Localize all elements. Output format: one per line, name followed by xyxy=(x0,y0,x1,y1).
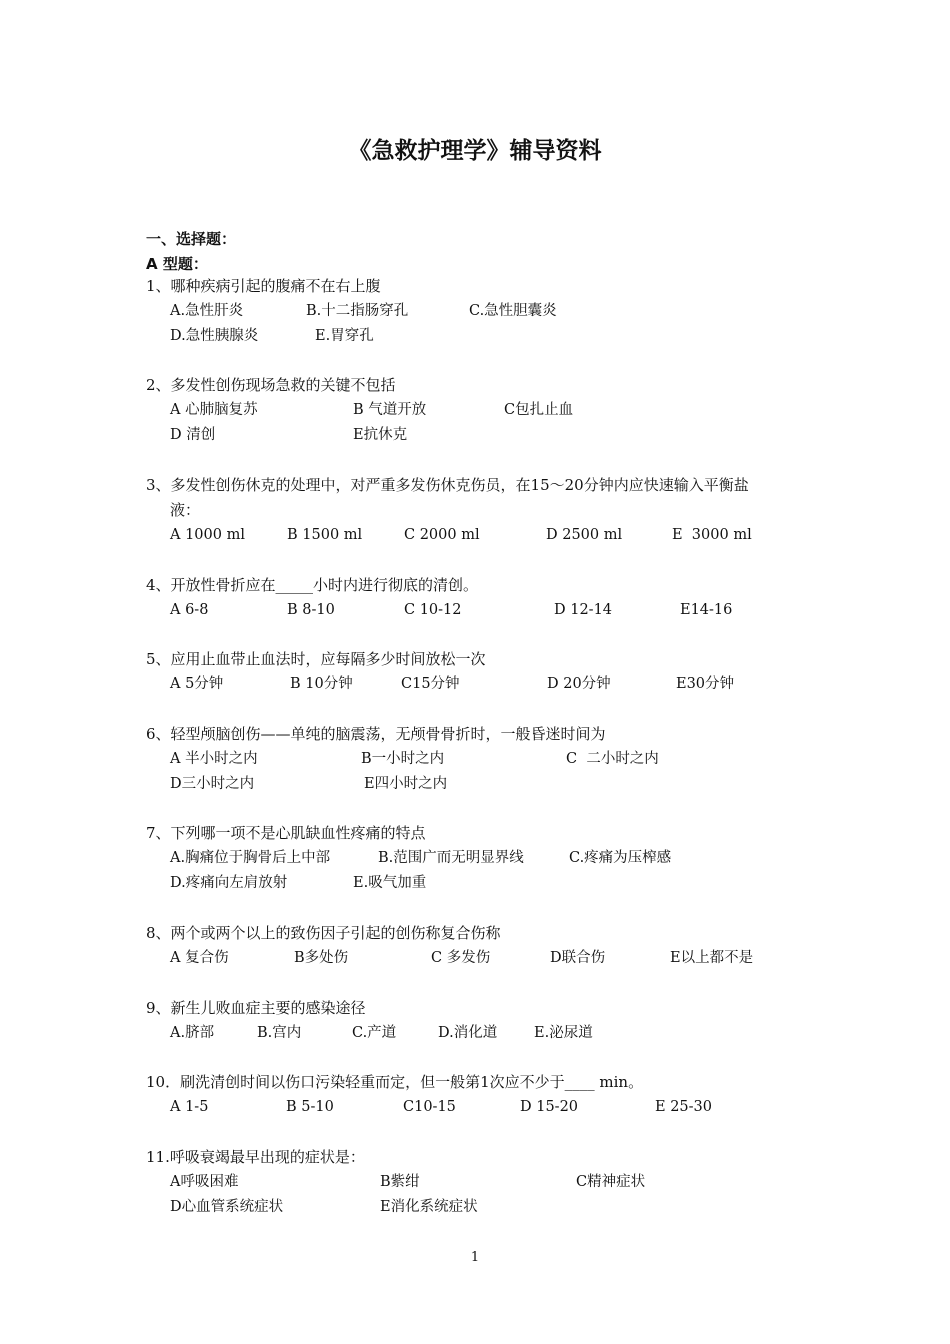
option-a: A 5分钟 xyxy=(170,676,224,692)
option-a: A呼吸困难 xyxy=(170,1174,239,1190)
question-stem: 6、轻型颅脑创伤——单纯的脑震荡，无颅骨骨折时，一般昏迷时间为 xyxy=(146,725,606,743)
option-b: B 气道开放 xyxy=(353,402,427,418)
option-c: C.产道 xyxy=(352,1025,397,1041)
question-11 xyxy=(146,1145,826,1220)
option-d: D.疼痛向左肩放射 xyxy=(170,875,288,891)
option-e: E消化系统症状 xyxy=(380,1199,478,1215)
option-a: A 复合伤 xyxy=(170,950,229,966)
option-a: A.脐部 xyxy=(170,1025,215,1041)
question-7 xyxy=(146,821,826,896)
question-stem: 3、多发性创伤休克的处理中，对严重多发伤休克伤员，在15～20分钟内应快速输入平衡盐 xyxy=(146,476,749,494)
option-b: B紫绀 xyxy=(380,1174,420,1190)
option-e: E.胃穿孔 xyxy=(315,328,374,344)
option-d: D联合伤 xyxy=(550,950,606,966)
question-stem-continued: 液： xyxy=(170,501,201,519)
question-stem: 2、多发性创伤现场急救的关键不包括 xyxy=(146,376,396,394)
option-e: E 3000 ml xyxy=(672,527,752,543)
option-c: C 2000 ml xyxy=(404,527,480,543)
question-10 xyxy=(146,1070,826,1120)
option-d: D心血管系统症状 xyxy=(170,1199,284,1215)
subsection-heading: A 型题： xyxy=(146,255,208,273)
option-d: D 清创 xyxy=(170,427,216,443)
option-d: D三小时之内 xyxy=(170,776,255,792)
option-d: D 2500 ml xyxy=(546,527,623,543)
question-stem: 10．刷洗清创时间以伤口污染轻重而定，但一般第1次应不少于____ min。 xyxy=(146,1073,644,1091)
option-a: A 半小时之内 xyxy=(170,751,258,767)
question-stem: 9、新生儿败血症主要的感染途径 xyxy=(146,999,366,1017)
option-b: B一小时之内 xyxy=(361,751,445,767)
option-e: E30分钟 xyxy=(676,676,735,692)
section-heading: 一、选择题： xyxy=(146,230,237,248)
question-stem: 8、两个或两个以上的致伤因子引起的创伤称复合伤称 xyxy=(146,924,501,942)
option-b: B 8-10 xyxy=(287,602,335,618)
option-a: A 1-5 xyxy=(170,1099,209,1115)
question-5 xyxy=(146,647,826,697)
option-a: A.急性肝炎 xyxy=(170,303,244,319)
option-c: C 二小时之内 xyxy=(566,751,659,767)
option-b: B.范围广而无明显界线 xyxy=(378,850,524,866)
page-title: 《急救护理学》辅导资料 xyxy=(348,138,602,164)
option-e: E以上都不是 xyxy=(670,950,754,966)
option-e: E四小时之内 xyxy=(364,776,448,792)
option-c: C.急性胆囊炎 xyxy=(469,303,557,319)
option-c: C 10-12 xyxy=(404,602,462,618)
page-number: 1 xyxy=(470,1250,480,1265)
option-e: E.吸气加重 xyxy=(353,875,427,891)
option-b: B 10分钟 xyxy=(290,676,353,692)
option-c: C15分钟 xyxy=(401,676,460,692)
option-b: B 5-10 xyxy=(286,1099,334,1115)
option-c: C包扎止血 xyxy=(504,402,574,418)
option-d: D.消化道 xyxy=(438,1025,498,1041)
option-c: C精神症状 xyxy=(576,1174,646,1190)
option-b: B 1500 ml xyxy=(287,527,363,543)
question-4 xyxy=(146,573,826,623)
option-a: A 6-8 xyxy=(170,602,209,618)
option-a: A 1000 ml xyxy=(170,527,245,543)
option-e: E14-16 xyxy=(680,602,733,618)
question-2 xyxy=(146,373,826,448)
question-stem: 11.呼吸衰竭最早出现的症状是： xyxy=(146,1148,365,1166)
question-stem: 4、开放性骨折应在_____小时内进行彻底的清创。 xyxy=(146,576,479,594)
option-d: D 15-20 xyxy=(520,1099,579,1115)
option-d: D 20分钟 xyxy=(547,676,611,692)
question-6 xyxy=(146,722,826,797)
option-d: D 12-14 xyxy=(554,602,613,618)
option-c: C 多发伤 xyxy=(431,950,491,966)
question-stem: 7、下列哪一项不是心肌缺血性疼痛的特点 xyxy=(146,824,426,842)
option-a: A.胸痛位于胸骨后上中部 xyxy=(170,850,331,866)
option-e: E抗休克 xyxy=(353,427,408,443)
option-e: E.泌尿道 xyxy=(534,1025,593,1041)
option-a: A 心肺脑复苏 xyxy=(170,402,258,418)
question-9 xyxy=(146,996,826,1046)
question-8 xyxy=(146,921,826,971)
option-d: D.急性胰腺炎 xyxy=(170,328,259,344)
option-b: B.宫内 xyxy=(257,1025,302,1041)
option-c: C.疼痛为压榨感 xyxy=(569,850,672,866)
question-stem: 5、应用止血带止血法时，应每隔多少时间放松一次 xyxy=(146,650,486,668)
question-stem: 1、哪种疾病引起的腹痛不在右上腹 xyxy=(146,277,381,295)
question-1 xyxy=(146,274,826,349)
option-e: E 25-30 xyxy=(655,1099,712,1115)
option-b: B多处伤 xyxy=(294,950,349,966)
option-b: B.十二指肠穿孔 xyxy=(306,303,409,319)
question-3 xyxy=(146,473,826,548)
option-c: C10-15 xyxy=(403,1099,456,1115)
